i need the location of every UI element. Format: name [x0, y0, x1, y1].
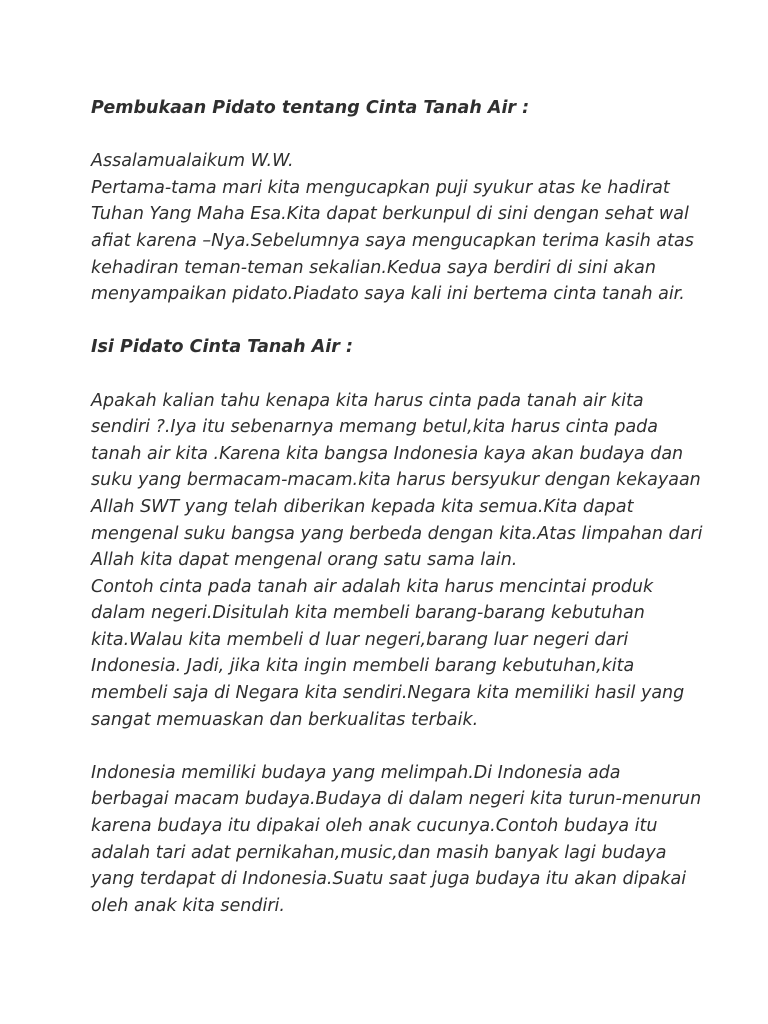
- text-line: Indonesia memiliki budaya yang melimpah.Di Indonesia ada: [91, 762, 621, 783]
- spacer: [91, 308, 691, 335]
- spacer: [91, 361, 691, 388]
- paragraph-body-3: [91, 760, 702, 920]
- text-line: Allah SWT yang telah diberikan kepada kita semua.Kita dapat: [91, 496, 634, 517]
- text-line: Indonesia. Jadi, jika kita ingin membeli barang kebutuhan,kita: [91, 656, 635, 677]
- text-line: yang terdapat di Indonesia.Suatu saat juga budaya itu akan dipakai: [91, 869, 687, 890]
- paragraph-opening: [91, 148, 694, 308]
- text-line: menyampaikan pidato.Piadato saya kali ini bertema cinta tanah air.: [91, 284, 685, 305]
- text-line: sangat memuaskan dan berkualitas terbaik.: [91, 709, 479, 730]
- text-line: sendiri ?.Iya itu sebenarnya memang betul,kita harus cinta pada: [91, 417, 659, 438]
- text-line: Pertama-tama mari kita mengucapkan puji syukur atas ke hadirat: [91, 177, 670, 198]
- paragraph-body-2: [91, 574, 691, 734]
- paragraph-body-1: [91, 388, 703, 574]
- text-line: kehadiran teman-teman sekalian.Kedua saya berdiri di sini akan: [91, 257, 656, 278]
- text-line: karena budaya itu dipakai oleh anak cucunya.Contoh budaya itu: [91, 816, 658, 837]
- text-line: suku yang bermacam-macam.kita harus bersyukur dengan kekayaan: [91, 470, 701, 491]
- greeting-line: Assalamualaikum W.W.: [91, 151, 294, 172]
- text-line: Allah kita dapat mengenal orang satu sama lain.: [91, 550, 518, 571]
- text-line: berbagai macam budaya.Budaya di dalam negeri kita turun-menurun: [91, 789, 702, 810]
- text-line: membeli saja di Negara kita sendiri.Negara kita memiliki hasil yang: [91, 683, 685, 704]
- text-line: oleh anak kita sendiri.: [91, 895, 285, 916]
- heading-isi: Isi Pidato Cinta Tanah Air :: [91, 337, 353, 358]
- text-line: kita.Walau kita membeli d luar negeri,barang luar negeri dari: [91, 629, 629, 650]
- text-line: Tuhan Yang Maha Esa.Kita dapat berkunpul di sini dengan sehat wal: [91, 204, 689, 225]
- text-line: Contoh cinta pada tanah air adalah kita harus mencintai produk: [91, 576, 654, 597]
- text-line: tanah air kita .Karena kita bangsa Indonesia kaya akan budaya dan: [91, 443, 684, 464]
- spacer: [91, 733, 691, 760]
- heading-pembukaan: Pembukaan Pidato tentang Cinta Tanah Air :: [91, 98, 530, 118]
- text-line: afiat karena –Nya.Sebelumnya saya mengucapkan terima kasih atas: [91, 230, 694, 251]
- text-line: Apakah kalian tahu kenapa kita harus cinta pada tanah air kita: [91, 390, 644, 411]
- text-line: dalam negeri.Disitulah kita membeli barang-barang kebutuhan: [91, 603, 645, 624]
- spacer: [91, 122, 691, 149]
- text-line: mengenal suku bangsa yang berbeda dengan kita.Atas limpahan dari: [91, 523, 703, 544]
- document-page: [91, 95, 703, 919]
- text-line: adalah tari adat pernikahan,music,dan masih banyak lagi budaya: [91, 842, 667, 863]
